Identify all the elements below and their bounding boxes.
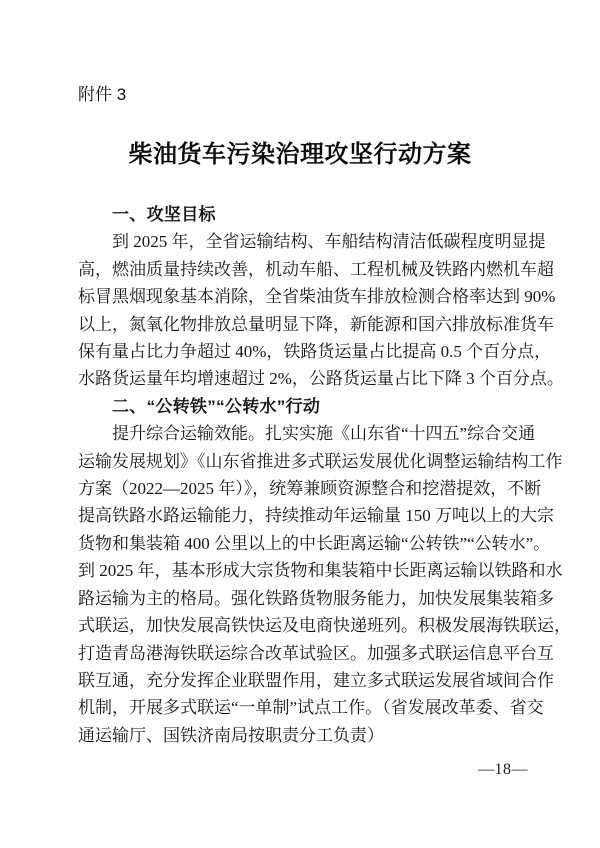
- paragraph-line: 到 2025 年，基本形成大宗货物和集装箱中长距离运输以铁路和水: [78, 561, 563, 581]
- paragraph-line: 到 2025 年，全省运输结构、车船结构清洁低碳程度明显提: [112, 232, 546, 252]
- paragraph-line: 方案（2022—2025 年）》，统筹兼顾资源整合和挖潜提效，不断: [78, 479, 542, 499]
- paragraph-line: 高，燃油质量持续改善，机动车船、工程机械及铁路内燃机车超: [78, 259, 554, 279]
- paragraph-line: 标冒黑烟现象基本消除，全省柴油货车排放检测合格率达到 90%: [78, 287, 556, 307]
- paragraph-line: 联互通，充分发挥企业联盟作用，建立多式联运发展省域间合作: [78, 670, 554, 690]
- section-heading-road-to-rail-water: 二、“公转铁”“公转水”行动: [112, 396, 321, 416]
- attachment-label: 附件 3: [78, 85, 127, 104]
- section-heading-goals: 一、攻坚目标: [112, 205, 216, 224]
- paragraph-road-to-rail-water: [78, 420, 571, 749]
- document-body: [78, 201, 571, 749]
- section-goals: [78, 201, 564, 393]
- paragraph-line: 货物和集装箱 400 公里以上的中长距离运输“公转铁”“公转水”。: [78, 533, 551, 553]
- document-title: 柴油货车污染治理攻坚行动方案: [128, 142, 472, 168]
- paragraph-line: 提升综合运输效能。扎实实施《山东省“十四五”综合交通: [112, 424, 536, 444]
- paragraph-line: 机制，开展多式联运“一单制”试点工作。（省发展改革委、省交: [78, 698, 544, 718]
- page-number: —18—: [478, 761, 528, 778]
- paragraph-line: 保有量占比力争超过 40%，铁路货运量占比提高 0.5 个百分点，: [78, 342, 552, 362]
- section-road-to-rail-water: [78, 393, 571, 749]
- paragraph-line: 式联运，加快发展高铁快运及电商快递班列。积极发展海铁联运，: [78, 616, 571, 636]
- paragraph-line: 提高铁路水路运输能力，持续推动年运输量 150 万吨以上的大宗: [78, 506, 554, 526]
- paragraph-line: 打造青岛港海铁联运综合改革试验区。加强多式联运信息平台互: [78, 643, 554, 663]
- paragraph-line: 以上，氮氧化物排放总量明显下降，新能源和国六排放标准货车: [78, 314, 554, 334]
- paragraph-goals: [78, 228, 564, 392]
- paragraph-line: 水路货运量年均增速超过 2%，公路货运量占比下降 3 个百分点。: [78, 369, 564, 389]
- paragraph-line: 运输发展规划》《山东省推进多式联运发展优化调整运输结构工作: [78, 451, 563, 471]
- paragraph-line: 通运输厅、国铁济南局按职责分工负责）: [78, 725, 384, 745]
- paragraph-line: 路运输为主的格局。强化铁路货物服务能力，加快发展集装箱多: [78, 588, 554, 608]
